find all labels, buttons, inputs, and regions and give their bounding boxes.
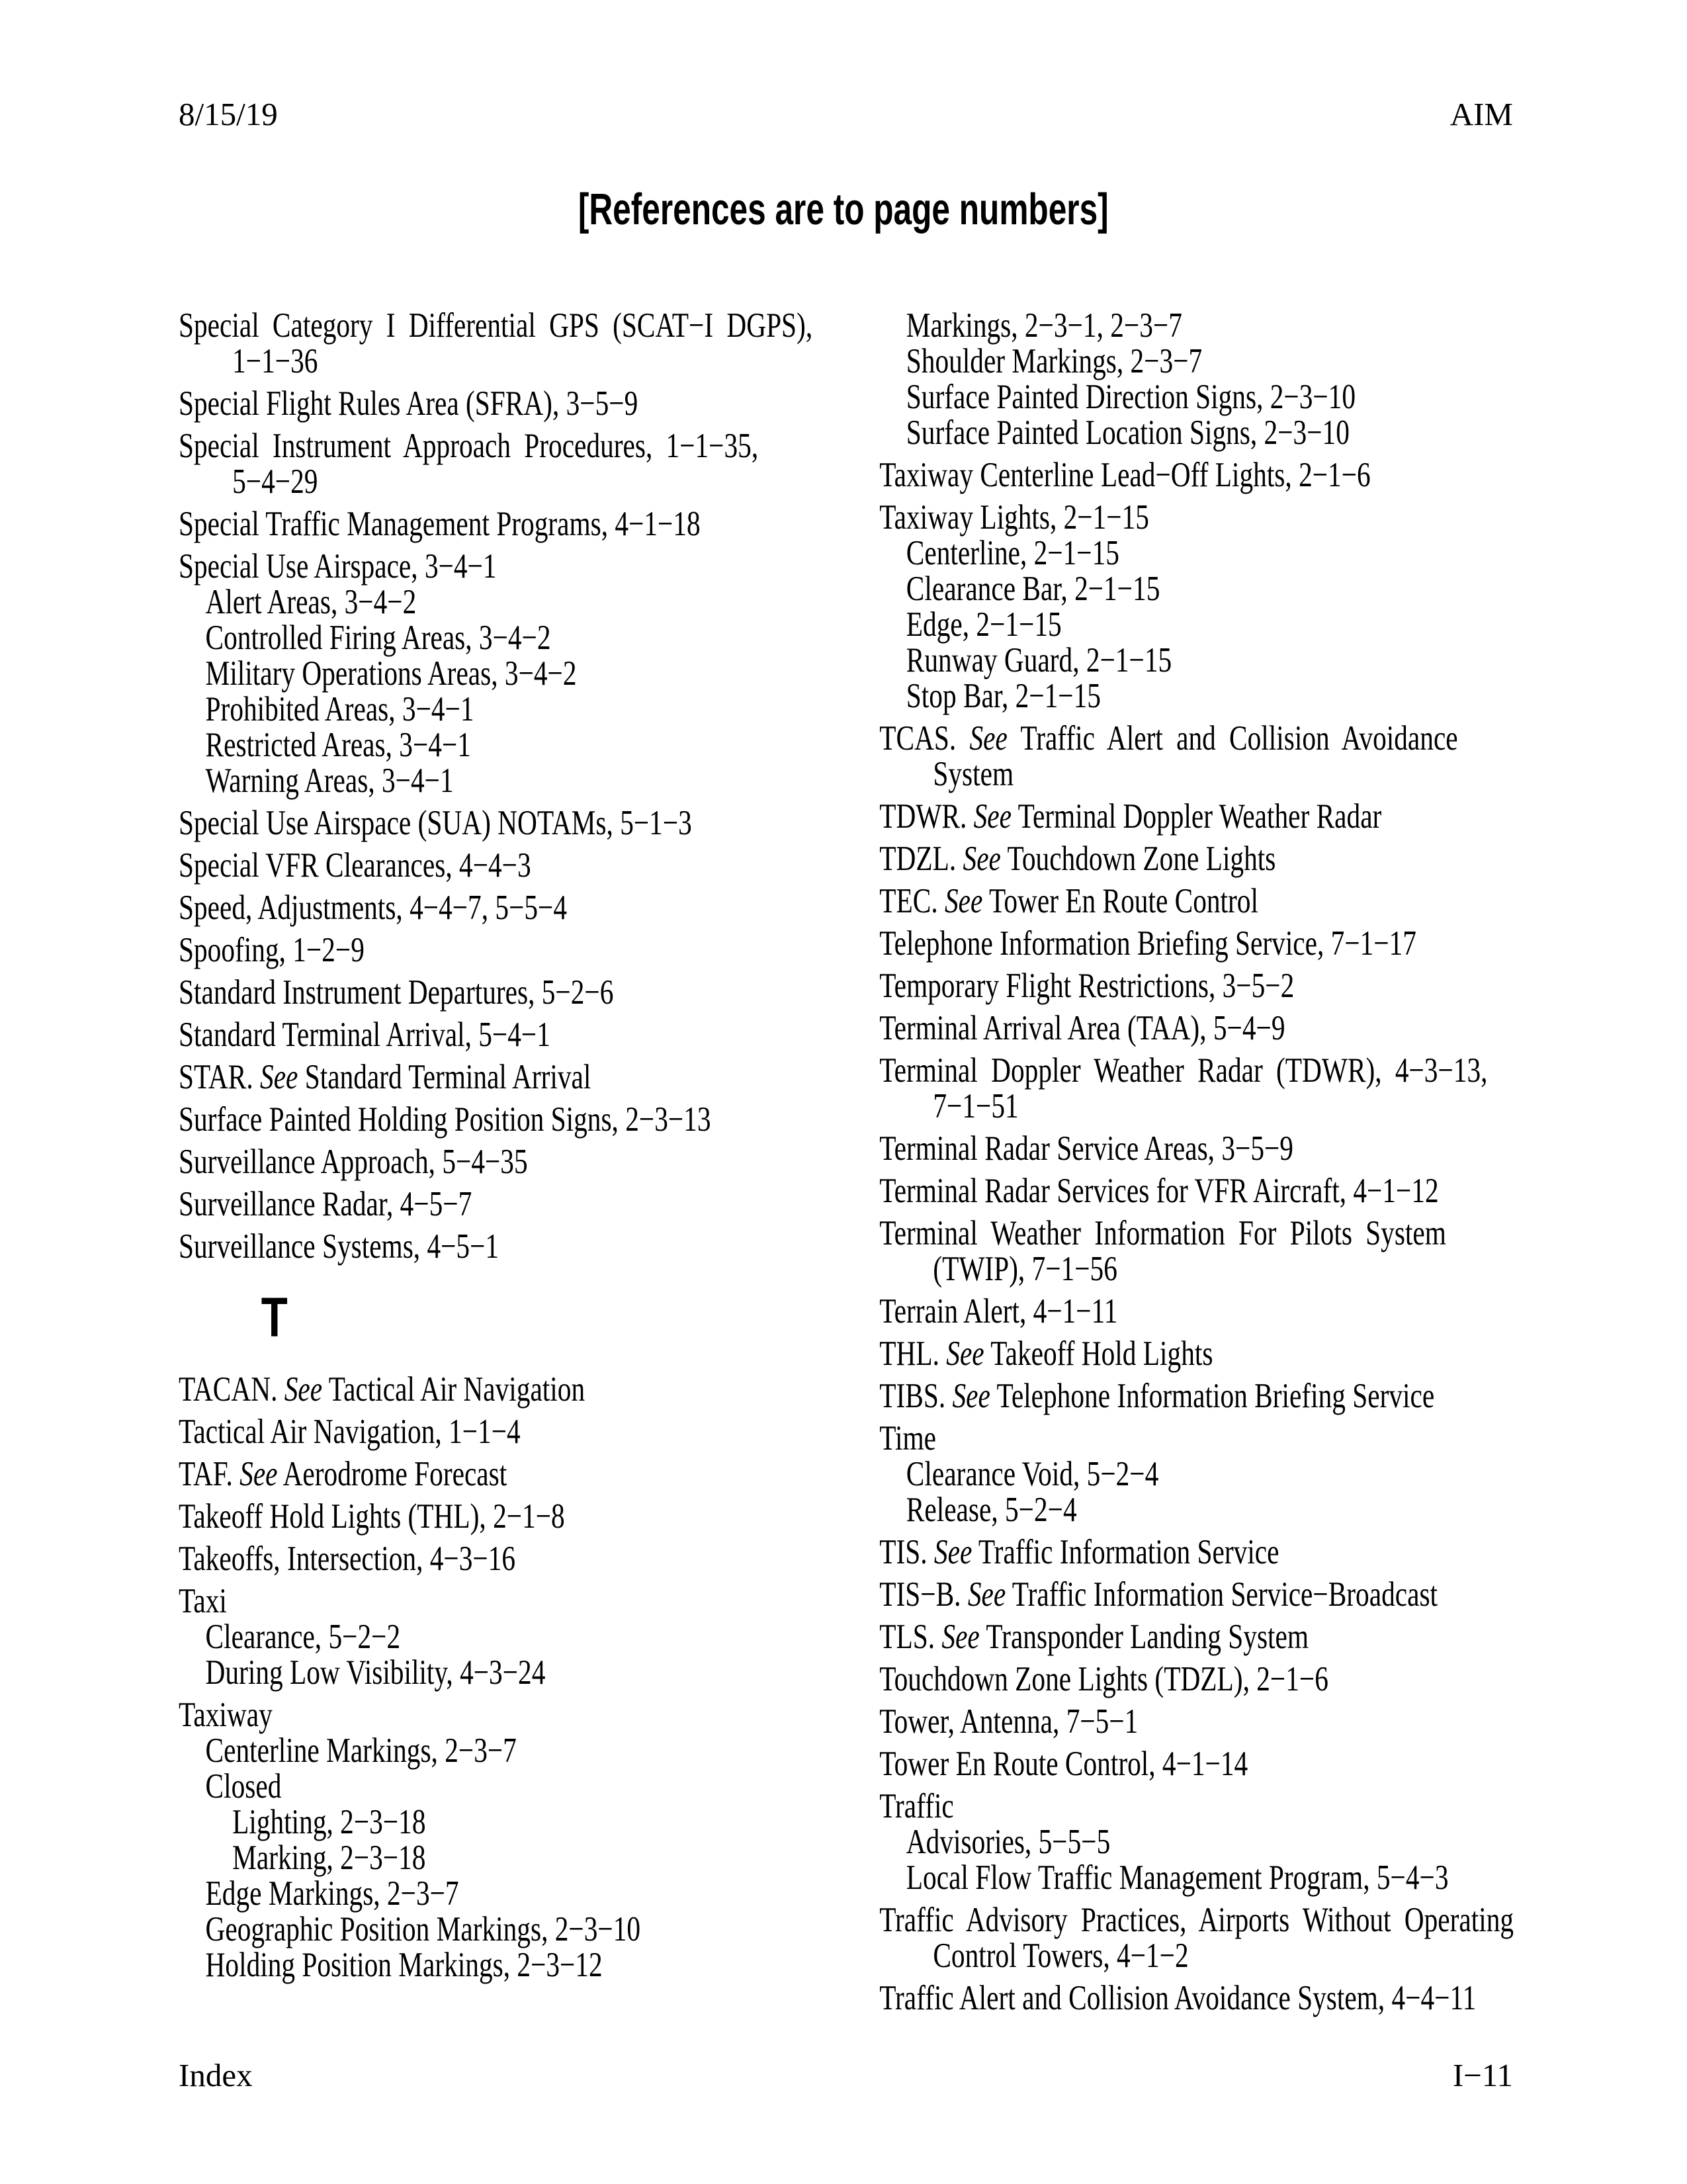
entry-text: Special Use Airspace (SUA) NOTAMs, 5−1−3 xyxy=(179,804,692,842)
index-line xyxy=(179,691,879,727)
entry-text: Centerline Markings, 2−3−7 xyxy=(205,1731,517,1770)
entry-text: Prohibited Areas, 3−4−1 xyxy=(205,690,474,728)
entry-text: TDWR. xyxy=(879,797,974,836)
entry-text: Touchdown Zone Lights xyxy=(1000,840,1276,878)
index-line xyxy=(879,721,1519,756)
entry-text: Taxiway Centerline Lead−Off Lights, 2−1−6 xyxy=(879,456,1371,494)
index-line xyxy=(879,1492,1519,1528)
entry-text: Speed, Adjustments, 4−4−7, 5−5−4 xyxy=(179,889,568,927)
index-line xyxy=(179,1947,879,1983)
index-line xyxy=(179,1769,879,1804)
index-line xyxy=(179,1876,879,1911)
index-column-left xyxy=(179,308,879,2016)
index-entry xyxy=(179,1017,879,1053)
entry-text: TEC. xyxy=(879,882,945,920)
header-doc-abbrev: AIM xyxy=(1449,96,1513,132)
entry-text: Terminal Doppler Weather Radar xyxy=(1011,797,1382,836)
entry-text: Aerodrome Forecast xyxy=(277,1455,507,1493)
index-line xyxy=(879,1902,1519,1938)
index-line xyxy=(179,428,879,464)
entry-text: Edge Markings, 2−3−7 xyxy=(205,1874,459,1913)
see-reference: See xyxy=(941,1618,980,1656)
index-line xyxy=(179,1017,879,1053)
index-entry xyxy=(879,1746,1519,1782)
entry-text: Traffic Information Service xyxy=(972,1533,1279,1571)
page-title: [References are to page numbers] xyxy=(578,185,1109,234)
see-reference: See xyxy=(260,1058,298,1096)
index-entry xyxy=(179,1186,879,1222)
index-entry xyxy=(879,1010,1519,1046)
entry-text: Tactical Air Navigation xyxy=(322,1370,585,1409)
index-line xyxy=(179,1456,879,1492)
see-reference: See xyxy=(973,797,1012,836)
index-entry xyxy=(879,1420,1519,1528)
index-entry xyxy=(879,841,1519,877)
index-line xyxy=(879,500,1519,535)
entry-text: TIBS. xyxy=(879,1377,953,1415)
see-reference: See xyxy=(946,1334,984,1373)
entry-text: Terminal Weather Information For Pilots System xyxy=(879,1214,1446,1252)
index-line xyxy=(879,1053,1519,1088)
see-reference: See xyxy=(284,1370,323,1409)
index-entry xyxy=(179,848,879,883)
index-line xyxy=(879,1661,1519,1697)
index-entry xyxy=(879,883,1519,919)
entry-text: THL. xyxy=(879,1334,947,1373)
index-entry xyxy=(179,805,879,841)
entry-text: TCAS. xyxy=(879,719,970,758)
index-line xyxy=(879,678,1519,714)
index-line xyxy=(179,1840,879,1876)
page-title-wrap xyxy=(0,185,1687,234)
index-line xyxy=(179,1229,879,1264)
entry-text: TIS. xyxy=(879,1533,934,1571)
index-entry xyxy=(179,1229,879,1264)
entry-text: Transponder Landing System xyxy=(979,1618,1309,1656)
index-line xyxy=(179,727,879,763)
index-line xyxy=(879,642,1519,678)
entry-text: Clearance Void, 5−2−4 xyxy=(906,1455,1159,1493)
entry-text: System xyxy=(933,755,1014,793)
index-entry xyxy=(879,1293,1519,1329)
entry-text: Special Category I Differential GPS (SCAT−I DGPS), xyxy=(179,306,813,345)
entry-text: Restricted Areas, 3−4−1 xyxy=(205,726,471,764)
index-line xyxy=(179,1583,879,1619)
index-line xyxy=(179,1144,879,1180)
index-line xyxy=(879,1456,1519,1492)
index-line xyxy=(179,1697,879,1733)
index-entry xyxy=(179,1583,879,1690)
index-entry xyxy=(179,890,879,926)
entry-text: Surface Painted Holding Position Signs, 2−3−13 xyxy=(179,1100,711,1139)
index-entry xyxy=(879,1215,1519,1287)
see-reference: See xyxy=(963,840,1001,878)
entry-text: Traffic Alert and Collision Avoidance System, 4−4−11 xyxy=(879,1979,1477,2017)
entry-text: STAR. xyxy=(179,1058,261,1096)
index-entry xyxy=(179,428,879,500)
entry-text: Standard Terminal Arrival xyxy=(298,1058,591,1096)
entry-text: Special Instrument Approach Procedures, 1−1−35, xyxy=(179,427,759,465)
entry-text: Standard Terminal Arrival, 5−4−1 xyxy=(179,1016,550,1054)
entry-text: TDZL. xyxy=(879,840,963,878)
entry-text: TIS−B. xyxy=(879,1575,968,1614)
index-entry xyxy=(179,1697,879,1983)
see-reference: See xyxy=(952,1377,990,1415)
index-line xyxy=(879,1336,1519,1372)
index-line xyxy=(179,763,879,799)
index-line xyxy=(179,1102,879,1137)
index-line xyxy=(879,1293,1519,1329)
page-header xyxy=(179,98,1513,130)
index-entry xyxy=(879,1704,1519,1739)
index-line xyxy=(879,926,1519,961)
index-entry xyxy=(179,548,879,799)
index-line xyxy=(179,1372,879,1407)
index-line xyxy=(879,1788,1519,1824)
index-line xyxy=(879,1378,1519,1414)
index-entry xyxy=(879,1902,1519,1974)
index-line xyxy=(879,1824,1519,1860)
entry-text: Alert Areas, 3−4−2 xyxy=(205,583,417,621)
index-column-right xyxy=(879,308,1519,2016)
entry-text: TAF. xyxy=(179,1455,240,1493)
index-line xyxy=(179,1186,879,1222)
index-line xyxy=(179,656,879,691)
index-entry xyxy=(179,386,879,421)
index-line xyxy=(879,799,1519,834)
index-line xyxy=(179,308,879,343)
entry-text: Holding Position Markings, 2−3−12 xyxy=(205,1946,603,1984)
index-line xyxy=(179,890,879,926)
index-entry xyxy=(879,721,1519,792)
entry-text: Traffic Advisory Practices, Airports Without Operating xyxy=(879,1901,1514,1939)
index-line xyxy=(879,1746,1519,1782)
entry-text: Taxiway Lights, 2−1−15 xyxy=(879,498,1149,537)
entry-text: Standard Instrument Departures, 5−2−6 xyxy=(179,973,614,1012)
index-line xyxy=(879,379,1519,415)
entry-text: Taxi xyxy=(179,1582,227,1620)
entry-text: Surface Painted Direction Signs, 2−3−10 xyxy=(906,378,1356,416)
entry-text: Tower En Route Control xyxy=(982,882,1258,920)
entry-text: Special VFR Clearances, 4−4−3 xyxy=(179,846,531,885)
index-entry xyxy=(179,308,879,379)
index-line xyxy=(879,1980,1519,2016)
entry-text: Military Operations Areas, 3−4−2 xyxy=(205,654,577,693)
index-entry xyxy=(179,1372,879,1407)
page-footer xyxy=(179,2059,1513,2091)
index-line xyxy=(879,1173,1519,1209)
entry-text: TLS. xyxy=(879,1618,942,1656)
entry-text: Clearance, 5−2−2 xyxy=(205,1618,401,1656)
entry-text: 1−1−36 xyxy=(232,342,318,380)
entry-text: Surface Painted Location Signs, 2−3−10 xyxy=(906,414,1350,452)
index-entry xyxy=(879,1980,1519,2016)
index-line xyxy=(179,343,879,379)
entry-text: Terminal Doppler Weather Radar (TDWR), 4−3−13, xyxy=(879,1051,1488,1090)
index-entry xyxy=(879,308,1519,451)
entry-text: Shoulder Markings, 2−3−7 xyxy=(906,342,1203,380)
index-line xyxy=(879,457,1519,493)
entry-text: Tower, Antenna, 7−5−1 xyxy=(879,1702,1139,1741)
index-line xyxy=(879,343,1519,379)
index-entry xyxy=(879,1788,1519,1896)
entry-text: Controlled Firing Areas, 3−4−2 xyxy=(205,619,551,657)
index-entry xyxy=(879,457,1519,493)
entry-text: Traffic Alert and Collision Avoidance xyxy=(1007,719,1458,758)
index-entry xyxy=(879,968,1519,1004)
entry-text: Stop Bar, 2−1−15 xyxy=(906,677,1101,715)
index-line xyxy=(179,464,879,500)
index-line xyxy=(879,415,1519,451)
index-line xyxy=(879,1704,1519,1739)
entry-text: Local Flow Traffic Management Program, 5−4−3 xyxy=(906,1858,1449,1897)
entry-text: TACAN. xyxy=(179,1370,284,1409)
entry-text: Telephone Information Briefing Service, 7−1−17 xyxy=(879,924,1416,963)
index-line xyxy=(179,1655,879,1690)
entry-text: Touchdown Zone Lights (TDZL), 2−1−6 xyxy=(879,1660,1328,1698)
entry-text: Advisories, 5−5−5 xyxy=(906,1823,1111,1861)
entry-text: During Low Visibility, 4−3−24 xyxy=(205,1653,546,1692)
index-entry xyxy=(179,506,879,542)
entry-text: Warning Areas, 3−4−1 xyxy=(205,762,454,800)
entry-text: 5−4−29 xyxy=(232,462,318,501)
index-line xyxy=(179,1619,879,1655)
index-entry xyxy=(879,1661,1519,1697)
entry-text: Centerline, 2−1−15 xyxy=(906,534,1119,572)
entry-text: Marking, 2−3−18 xyxy=(232,1839,426,1877)
entry-text: Tactical Air Navigation, 1−1−4 xyxy=(179,1413,521,1451)
see-reference: See xyxy=(933,1533,973,1571)
entry-text: Terminal Arrival Area (TAA), 5−4−9 xyxy=(879,1009,1285,1047)
index-line xyxy=(879,1131,1519,1166)
index-line xyxy=(879,607,1519,642)
index-line xyxy=(179,805,879,841)
index-entry xyxy=(879,1619,1519,1655)
index-line xyxy=(179,548,879,584)
index-line xyxy=(879,535,1519,571)
header-date: 8/15/19 xyxy=(179,96,278,132)
entry-text: Special Use Airspace, 3−4−1 xyxy=(179,547,497,586)
index-line xyxy=(179,1499,879,1534)
index-line xyxy=(879,1860,1519,1896)
index-line xyxy=(879,968,1519,1004)
index-entry xyxy=(179,1456,879,1492)
entry-text: Tower En Route Control, 4−1−14 xyxy=(879,1745,1248,1783)
see-reference: See xyxy=(969,719,1008,758)
index-line xyxy=(879,756,1519,792)
footer-page-number: I−11 xyxy=(1452,2057,1513,2093)
entry-text: Traffic xyxy=(879,1787,954,1825)
index-entry xyxy=(879,1053,1519,1124)
index-entry xyxy=(179,975,879,1010)
index-columns xyxy=(179,308,1519,2016)
index-line xyxy=(179,848,879,883)
index-line xyxy=(879,883,1519,919)
index-line xyxy=(179,1414,879,1450)
entry-text: Surveillance Approach, 5−4−35 xyxy=(179,1143,528,1181)
index-entry xyxy=(879,926,1519,961)
index-entry xyxy=(879,1534,1519,1570)
entry-text: Time xyxy=(879,1419,937,1458)
index-line xyxy=(179,506,879,542)
entry-text: 7−1−51 xyxy=(933,1087,1019,1125)
entry-text: Terminal Radar Services for VFR Aircraft, 4−1−12 xyxy=(879,1172,1439,1210)
entry-text: Traffic Information Service−Broadcast xyxy=(1006,1575,1438,1614)
index-line xyxy=(879,1251,1519,1287)
index-entry xyxy=(879,1131,1519,1166)
index-line xyxy=(179,1059,879,1095)
footer-section-label: Index xyxy=(179,2057,253,2093)
entry-text: Surveillance Radar, 4−5−7 xyxy=(179,1185,472,1223)
index-entry xyxy=(179,1499,879,1534)
index-line xyxy=(879,1010,1519,1046)
see-reference: See xyxy=(967,1575,1006,1614)
section-letter-heading: T xyxy=(261,1286,288,1348)
entry-text: Lighting, 2−3−18 xyxy=(232,1803,426,1841)
index-entry xyxy=(879,1378,1519,1414)
index-line xyxy=(179,584,879,620)
index-line xyxy=(179,386,879,421)
entry-text: Takeoffs, Intersection, 4−3−16 xyxy=(179,1540,516,1578)
index-line xyxy=(179,1911,879,1947)
index-entry xyxy=(179,1414,879,1450)
entry-text: Release, 5−2−4 xyxy=(906,1491,1077,1529)
index-entry xyxy=(879,1336,1519,1372)
entry-text: Terminal Radar Service Areas, 3−5−9 xyxy=(879,1129,1293,1168)
index-line xyxy=(179,1804,879,1840)
index-line xyxy=(879,1088,1519,1124)
entry-text: (TWIP), 7−1−56 xyxy=(933,1250,1117,1288)
entry-text: Edge, 2−1−15 xyxy=(906,605,1062,644)
entry-text: Control Towers, 4−1−2 xyxy=(933,1937,1189,1975)
entry-text: Special Flight Rules Area (SFRA), 3−5−9 xyxy=(179,384,638,423)
index-entry xyxy=(879,1577,1519,1612)
index-line xyxy=(879,1938,1519,1974)
entry-text: Special Traffic Management Programs, 4−1−18 xyxy=(179,505,701,543)
see-reference: See xyxy=(944,882,983,920)
entry-text: Clearance Bar, 2−1−15 xyxy=(906,570,1160,608)
index-line xyxy=(179,1541,879,1577)
index-entry xyxy=(879,799,1519,834)
index-entry xyxy=(179,1102,879,1137)
see-reference: See xyxy=(239,1455,278,1493)
index-line xyxy=(179,932,879,968)
index-entry xyxy=(879,500,1519,714)
entry-text: Takeoff Hold Lights (THL), 2−1−8 xyxy=(179,1497,565,1536)
index-entry xyxy=(179,932,879,968)
entry-text: Surveillance Systems, 4−5−1 xyxy=(179,1227,499,1266)
entry-text: Spoofing, 1−2−9 xyxy=(179,931,365,969)
index-line xyxy=(179,975,879,1010)
index-line xyxy=(879,571,1519,607)
entry-text: Temporary Flight Restrictions, 3−5−2 xyxy=(879,967,1295,1005)
index-line xyxy=(879,1619,1519,1655)
index-line xyxy=(879,841,1519,877)
entry-text: Taxiway xyxy=(179,1696,273,1734)
entry-text: Runway Guard, 2−1−15 xyxy=(906,641,1172,679)
index-line xyxy=(879,1215,1519,1251)
entry-text: Markings, 2−3−1, 2−3−7 xyxy=(906,306,1182,345)
index-line xyxy=(879,1534,1519,1570)
index-entry xyxy=(179,1541,879,1577)
entry-text: Geographic Position Markings, 2−3−10 xyxy=(205,1910,641,1948)
entry-text: Takeoff Hold Lights xyxy=(984,1334,1213,1373)
index-line xyxy=(179,1733,879,1769)
entry-text: Telephone Information Briefing Service xyxy=(990,1377,1435,1415)
index-line xyxy=(879,1420,1519,1456)
index-entry xyxy=(179,1059,879,1095)
index-line xyxy=(879,308,1519,343)
index-line xyxy=(179,620,879,656)
entry-text: Terrain Alert, 4−1−11 xyxy=(879,1292,1118,1331)
index-entry xyxy=(879,1173,1519,1209)
entry-text: Closed xyxy=(205,1767,282,1806)
index-entry xyxy=(179,1144,879,1180)
index-line xyxy=(879,1577,1519,1612)
